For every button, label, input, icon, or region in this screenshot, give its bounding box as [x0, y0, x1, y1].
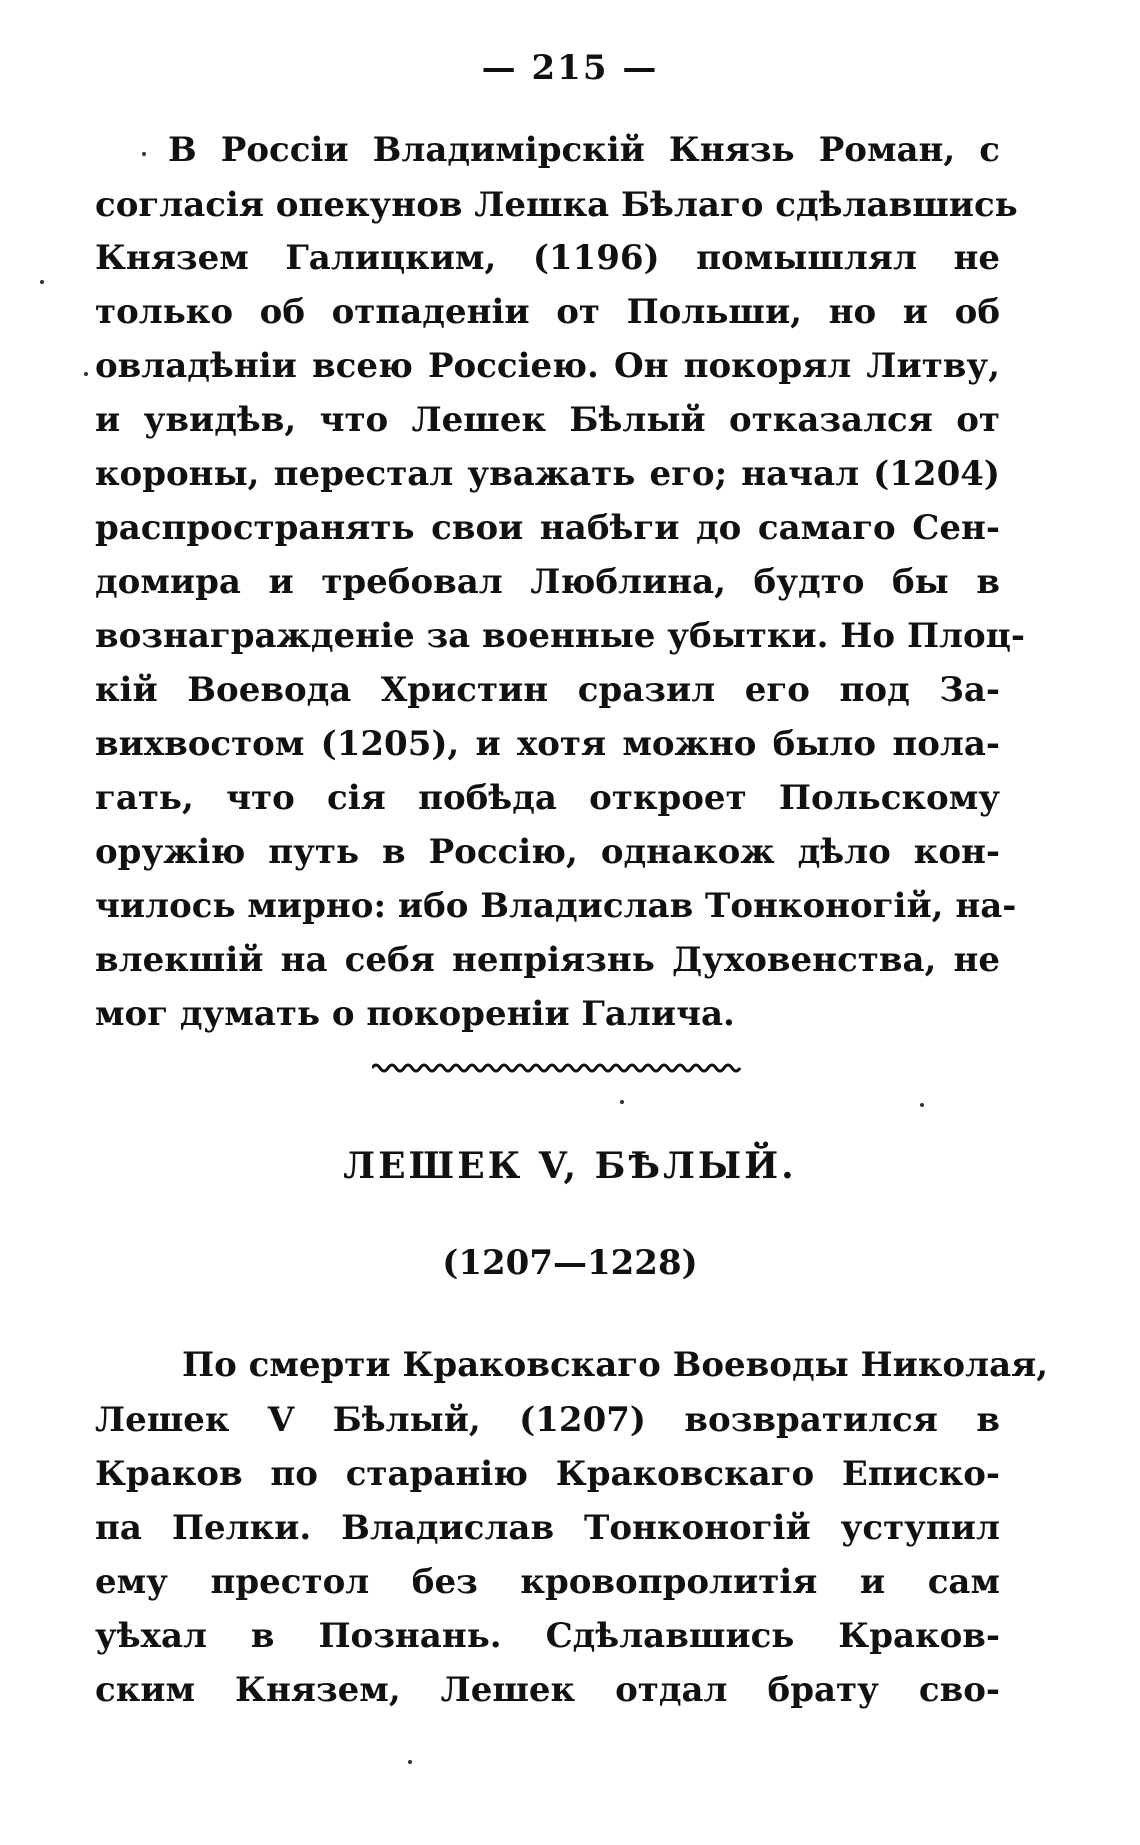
text-line: чилось мирно: ибо Владислав Тонконогій, на-: [95, 886, 1017, 926]
scan-speck: [408, 1760, 412, 1764]
scan-speck: [620, 1100, 624, 1104]
text-line: уѣхал в Познань. Сдѣлавшись Краков-: [95, 1616, 1000, 1656]
text-line: ским Князем, Лешек отдал брату сво-: [95, 1670, 1000, 1710]
text-line: оружію путь в Россію, однакож дѣло кон-: [95, 832, 1000, 872]
text-line: распространять свои набѣги до самаго Сен-: [95, 508, 1000, 548]
page-number: — 215 —: [481, 48, 659, 88]
text-line: согласія опекунов Лешка Бѣлаго сдѣлавшись: [95, 185, 1018, 225]
text-line: Краков по старанію Краковскаго Еписко-: [95, 1454, 1000, 1494]
text-line: В Россіи Владимірскій Князь Роман, с: [168, 130, 1000, 170]
text-line: и увидѣв, что Лешек Бѣлый отказался от: [95, 400, 1000, 440]
section-title: ЛЕШЕК V, БѢЛЫЙ.: [343, 1145, 797, 1187]
text-line: овладѣніи всею Россіею. Он покорял Литву,: [95, 346, 1000, 386]
text-line: па Пелки. Владислав Тонконогій уступил: [95, 1508, 1000, 1548]
text-line: ему престол без кровопролитія и сам: [95, 1562, 1000, 1602]
text-line: гать, что сія побѣда откроет Польскому: [95, 778, 1000, 818]
text-line: Князем Галицким, (1196) помышлял не: [95, 238, 1000, 278]
scan-speck: [84, 372, 88, 376]
text-line: кій Воевода Христин сразил его под За-: [95, 670, 1000, 710]
text-line: домира и требовал Люблина, будто бы в: [95, 562, 1000, 602]
text-line: По смерти Краковскаго Воеводы Николая,: [182, 1345, 1049, 1385]
ornament-rule: [372, 1062, 742, 1074]
scan-speck: [142, 152, 146, 156]
scan-speck: [920, 1103, 924, 1107]
text-line: влекшій на себя непріязнь Духовенства, не: [95, 940, 1000, 980]
section-dates: (1207—1228): [442, 1243, 698, 1283]
text-line: Лешек V Бѣлый, (1207) возвратился в: [95, 1400, 1000, 1440]
text-line: только об отпаденіи от Польши, но и об: [95, 292, 1000, 332]
scan-speck: [40, 280, 44, 284]
text-line: вознагражденіе за военные убытки. Но Плоц-: [95, 616, 1025, 656]
text-line: вихвостом (1205), и хотя можно было пола-: [95, 724, 1000, 764]
text-line: мог думать о покореніи Галича.: [95, 994, 735, 1034]
text-line: короны, перестал уважать его; начал (1204): [95, 454, 1000, 494]
